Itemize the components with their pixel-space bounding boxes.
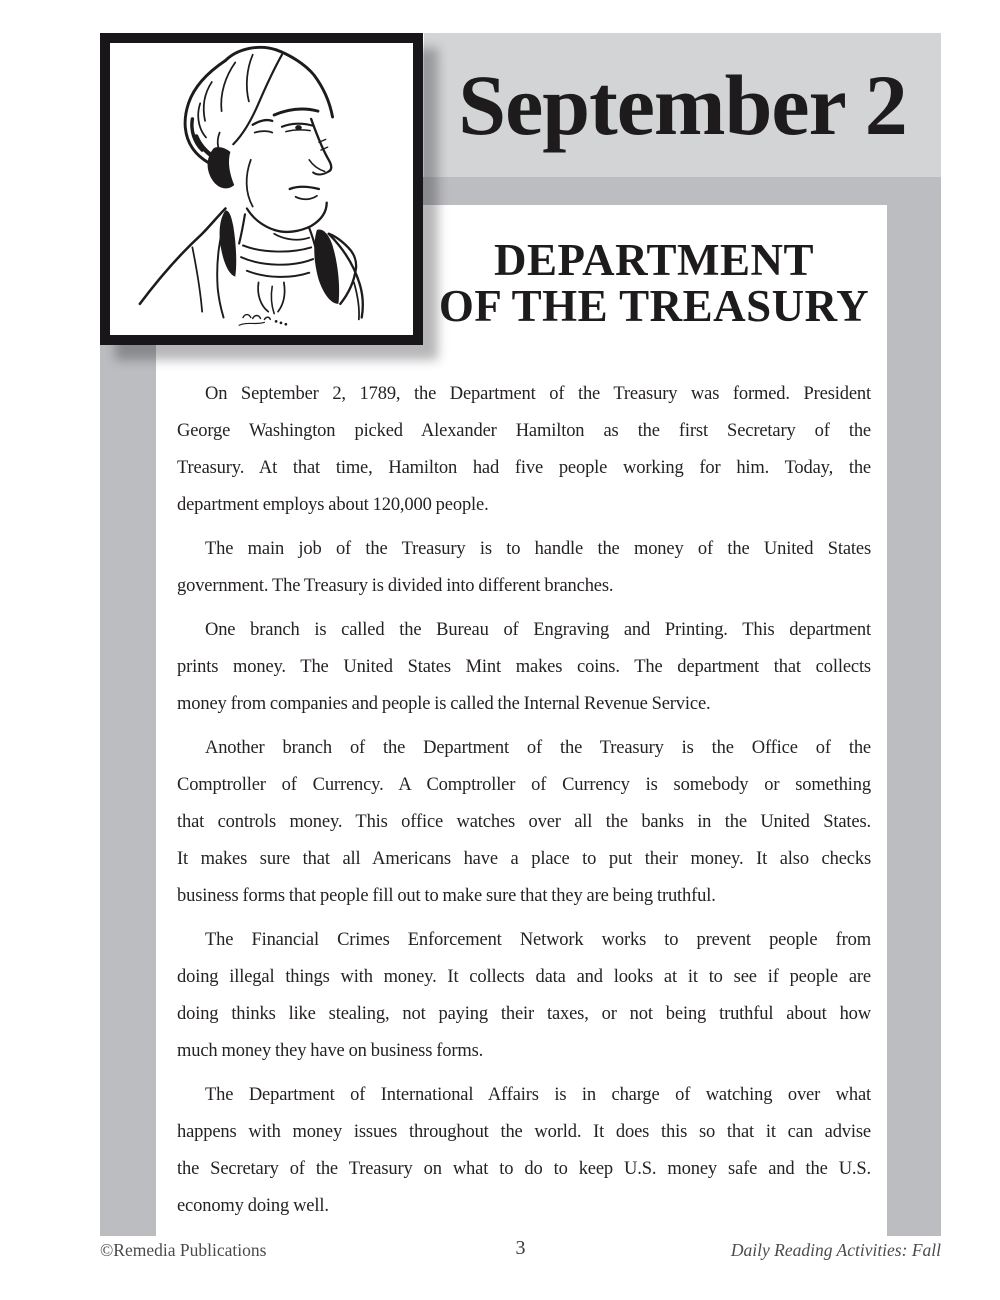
article-text-line: happens with money issues throughout the world. It does this so that it can advise — [177, 1122, 871, 1142]
article-text-line: doing thinks like stealing, not paying their taxes, or not being truthful about how — [177, 1004, 871, 1024]
article-paragraph — [177, 531, 871, 605]
article-title-line-1: DEPARTMENT — [493, 235, 815, 285]
article-text-line: George Washington picked Alexander Hamilton as the first Secretary of the — [177, 421, 871, 441]
article-text-line: government. The Treasury is divided into different branches. — [177, 576, 614, 596]
article-paragraph — [177, 730, 871, 915]
article-text-line: The Department of International Affairs is in charge of watching over what — [205, 1085, 871, 1105]
article-text-line: prints money. The United States Mint makes coins. The department that collects — [177, 657, 871, 677]
article-text-line: department employs about 120,000 people. — [177, 495, 489, 515]
article-text-line: It makes sure that all Americans have a place to put their money. It also checks — [177, 849, 871, 869]
article-text-line: On September 2, 1789, the Department of the Treasury was formed. President — [205, 384, 871, 404]
article-text-line: The main job of the Treasury is to handle the money of the United States — [205, 539, 871, 559]
article-paragraph — [177, 376, 871, 524]
footer-book-title: Daily Reading Activities: Fall — [730, 1240, 941, 1260]
article-text-line: business forms that people fill out to make sure that they are being truthful. — [177, 886, 716, 906]
article-text-line: Comptroller of Currency. A Comptroller of Currency is somebody or something — [177, 775, 871, 795]
article-text-line: money from companies and people is called the Internal Revenue Service. — [177, 694, 711, 714]
article-text-line: much money they have on business forms. — [177, 1041, 484, 1061]
portrait-frame — [100, 33, 423, 345]
article-paragraph — [177, 612, 871, 723]
footer-publisher-credit: ©Remedia Publications — [100, 1240, 267, 1260]
footer-page-number: 3 — [515, 1237, 526, 1259]
article-text-line: doing illegal things with money. It collects data and looks at it to see if people are — [177, 967, 871, 987]
article-title — [423, 237, 885, 329]
article-text-line: Another branch of the Department of the Treasury is the Office of the — [205, 738, 871, 758]
hamilton-portrait-illustration — [110, 43, 413, 335]
page-date-title: September 2 — [458, 57, 907, 153]
article-body — [177, 376, 871, 1232]
article-text-line: The Financial Crimes Enforcement Network works to prevent people from — [205, 930, 871, 950]
article-text-line: that controls money. This office watches over all the banks in the United States. — [177, 812, 871, 832]
article-paragraph — [177, 1077, 871, 1225]
article-paragraph — [177, 922, 871, 1070]
article-text-line: One branch is called the Bureau of Engraving and Printing. This department — [205, 620, 871, 640]
article-title-line-2: OF THE TREASURY — [438, 281, 870, 331]
article-text-line: the Secretary of the Treasury on what to do to keep U.S. money safe and the U.S. — [177, 1159, 871, 1179]
article-text-line: Treasury. At that time, Hamilton had five people working for him. Today, the — [177, 458, 871, 478]
article-text-line: economy doing well. — [177, 1196, 329, 1216]
